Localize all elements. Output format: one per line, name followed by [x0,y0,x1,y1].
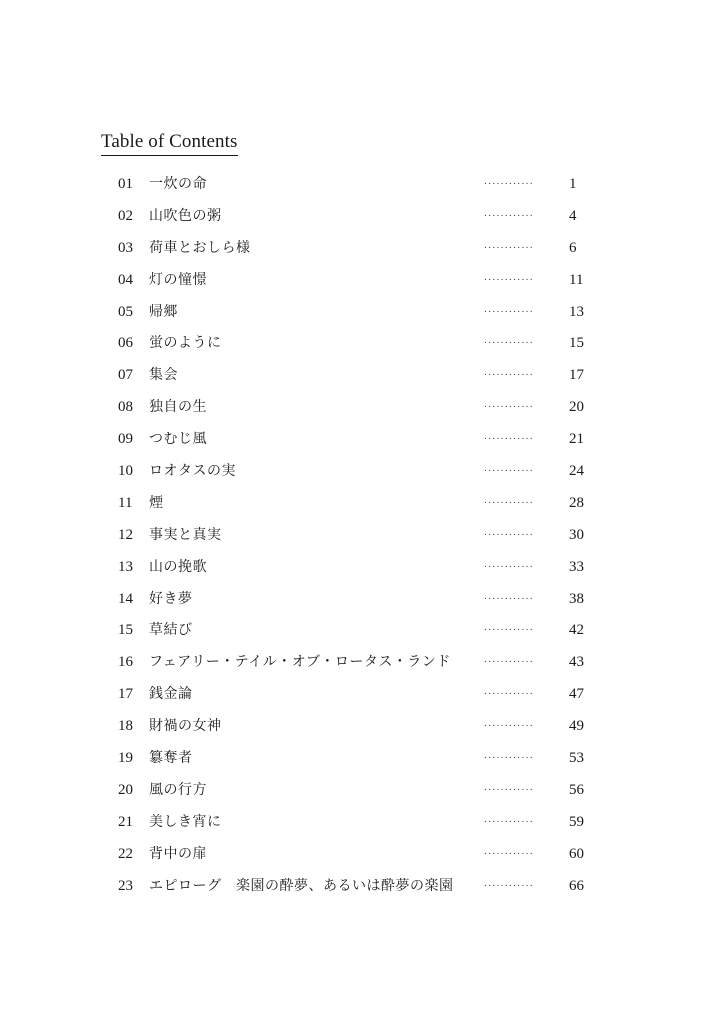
toc-entry [0,232,724,264]
toc-entry-number: 13 [118,558,133,575]
toc-entry-page: 4 [569,207,577,224]
toc-entry-number: 06 [118,335,133,352]
toc-entry-page: 30 [569,526,584,543]
toc-entry-chapter: 草結び [149,622,193,639]
toc-entry-leader: ............ [484,687,534,698]
toc-entry-number: 05 [118,303,133,320]
toc-entry-chapter: 山の挽歌 [149,558,207,575]
toc-entry-leader: ............ [484,559,534,570]
toc-entry-leader: ............ [484,208,534,219]
toc-entry-leader: ............ [484,240,534,251]
toc-entry-page: 15 [569,335,584,352]
toc-entry-number: 16 [118,654,133,671]
toc-entry-chapter: 一炊の命 [149,176,207,192]
toc-entry-number: 17 [118,686,133,703]
toc-entry-page: 17 [569,367,584,384]
toc-entry [0,551,724,583]
toc-entry-leader: ............ [484,495,534,506]
toc-entry [0,678,724,710]
toc-entry-chapter: 美しき宵に [149,813,222,830]
toc-entry-number: 19 [118,750,133,767]
toc-entry-chapter: つむじ風 [149,431,207,448]
toc-entry-chapter: フェアリー・テイル・オブ・ロータス・ランド [149,654,451,671]
toc-entry-chapter: 煙 [149,494,164,511]
toc-entry [0,264,724,296]
toc-entry [0,710,724,742]
toc-entry [0,774,724,806]
toc-entry-leader: ............ [484,177,534,187]
toc-entry-number: 15 [118,622,133,639]
toc-entry-leader: ............ [484,846,534,857]
toc-entry-number: 12 [118,526,133,543]
toc-entry-page: 53 [569,750,584,767]
toc-entry-number: 02 [118,207,133,224]
toc-entry-leader: ............ [484,751,534,762]
toc-entry-leader: ............ [484,719,534,730]
toc-entry-chapter: 財禍の女神 [149,718,222,735]
toc-entry-page: 13 [569,303,584,320]
toc-entry-chapter: 背中の扉 [149,845,207,862]
toc-entry [0,200,724,232]
toc-entry-leader: ............ [484,527,534,538]
toc-entry [0,806,724,838]
toc-entry-chapter: 風の行方 [149,781,207,798]
toc-entry-page: 56 [569,781,584,798]
toc-entry-chapter: 独自の生 [149,399,207,416]
toc-entry-chapter: 山吹色の粥 [149,207,222,224]
toc-entry-chapter: 灯の憧憬 [149,271,207,288]
toc-entry-chapter: 帰郷 [149,303,178,320]
toc-entry-number: 03 [118,239,133,256]
toc-entry-page: 28 [569,494,584,511]
toc-entry-number: 01 [118,176,133,192]
toc-entry-chapter: 集会 [149,367,178,384]
toc-entry [0,487,724,519]
toc-entry-chapter: エピローグ 楽園の酔夢、あるいは酔夢の楽園 [149,877,454,894]
toc-entry [0,519,724,551]
toc-list [0,168,724,901]
toc-entry-page: 24 [569,463,584,480]
toc-entry [0,838,724,870]
toc-entry [0,423,724,455]
page-title: Table of Contents [101,130,238,156]
toc-entry-page: 49 [569,718,584,735]
toc-entry [0,583,724,615]
toc-entry-leader: ............ [484,368,534,379]
toc-entry-number: 09 [118,431,133,448]
toc-entry-leader: ............ [484,304,534,315]
toc-entry-leader: ............ [484,655,534,666]
toc-entry-number: 04 [118,271,133,288]
toc-entry [0,168,724,200]
toc-entry-page: 21 [569,431,584,448]
toc-entry [0,327,724,359]
toc-entry-chapter: ロオタスの実 [149,463,236,480]
toc-entry-page: 66 [569,877,584,894]
toc-entry-number: 07 [118,367,133,384]
toc-entry-page: 60 [569,845,584,862]
toc-entry [0,742,724,774]
toc-entry-leader: ............ [484,878,534,889]
toc-entry-chapter: 蛍のように [149,335,222,352]
toc-entry-leader: ............ [484,400,534,411]
toc-entry-page: 59 [569,813,584,830]
toc-entry-number: 21 [118,813,133,830]
toc-entry [0,391,724,423]
toc-entry-number: 14 [118,590,133,607]
toc-entry-page: 38 [569,590,584,607]
toc-entry-number: 20 [118,781,133,798]
toc-entry [0,870,724,902]
toc-entry-chapter: 荷車とおしら様 [149,239,251,256]
toc-entry-number: 11 [118,494,133,511]
toc-entry-leader: ............ [484,464,534,475]
toc-entry-page: 47 [569,686,584,703]
toc-entry-chapter: 簒奪者 [149,750,193,767]
toc-entry-leader: ............ [484,623,534,634]
toc-entry-leader: ............ [484,814,534,825]
toc-entry [0,455,724,487]
toc-entry-page: 43 [569,654,584,671]
toc-entry-page: 6 [569,239,577,256]
toc-entry-leader: ............ [484,272,534,283]
toc-entry-page: 20 [569,399,584,416]
toc-entry-number: 22 [118,845,133,862]
toc-entry-page: 11 [569,271,584,288]
toc-entry-leader: ............ [484,782,534,793]
toc-entry-number: 08 [118,399,133,416]
toc-entry [0,614,724,646]
toc-entry-leader: ............ [484,591,534,602]
toc-entry [0,296,724,328]
toc-entry-number: 23 [118,877,133,894]
toc-entry-chapter: 事実と真実 [149,526,222,543]
toc-entry-page: 42 [569,622,584,639]
toc-entry-page: 33 [569,558,584,575]
toc-entry-leader: ............ [484,432,534,443]
toc-entry-chapter: 銭金論 [149,686,193,703]
toc-entry-chapter: 好き夢 [149,590,193,607]
toc-entry [0,359,724,391]
toc-entry-page: 1 [569,176,577,192]
toc-entry-number: 18 [118,718,133,735]
toc-entry-leader: ............ [484,336,534,347]
toc-entry-number: 10 [118,463,133,480]
toc-entry [0,646,724,678]
